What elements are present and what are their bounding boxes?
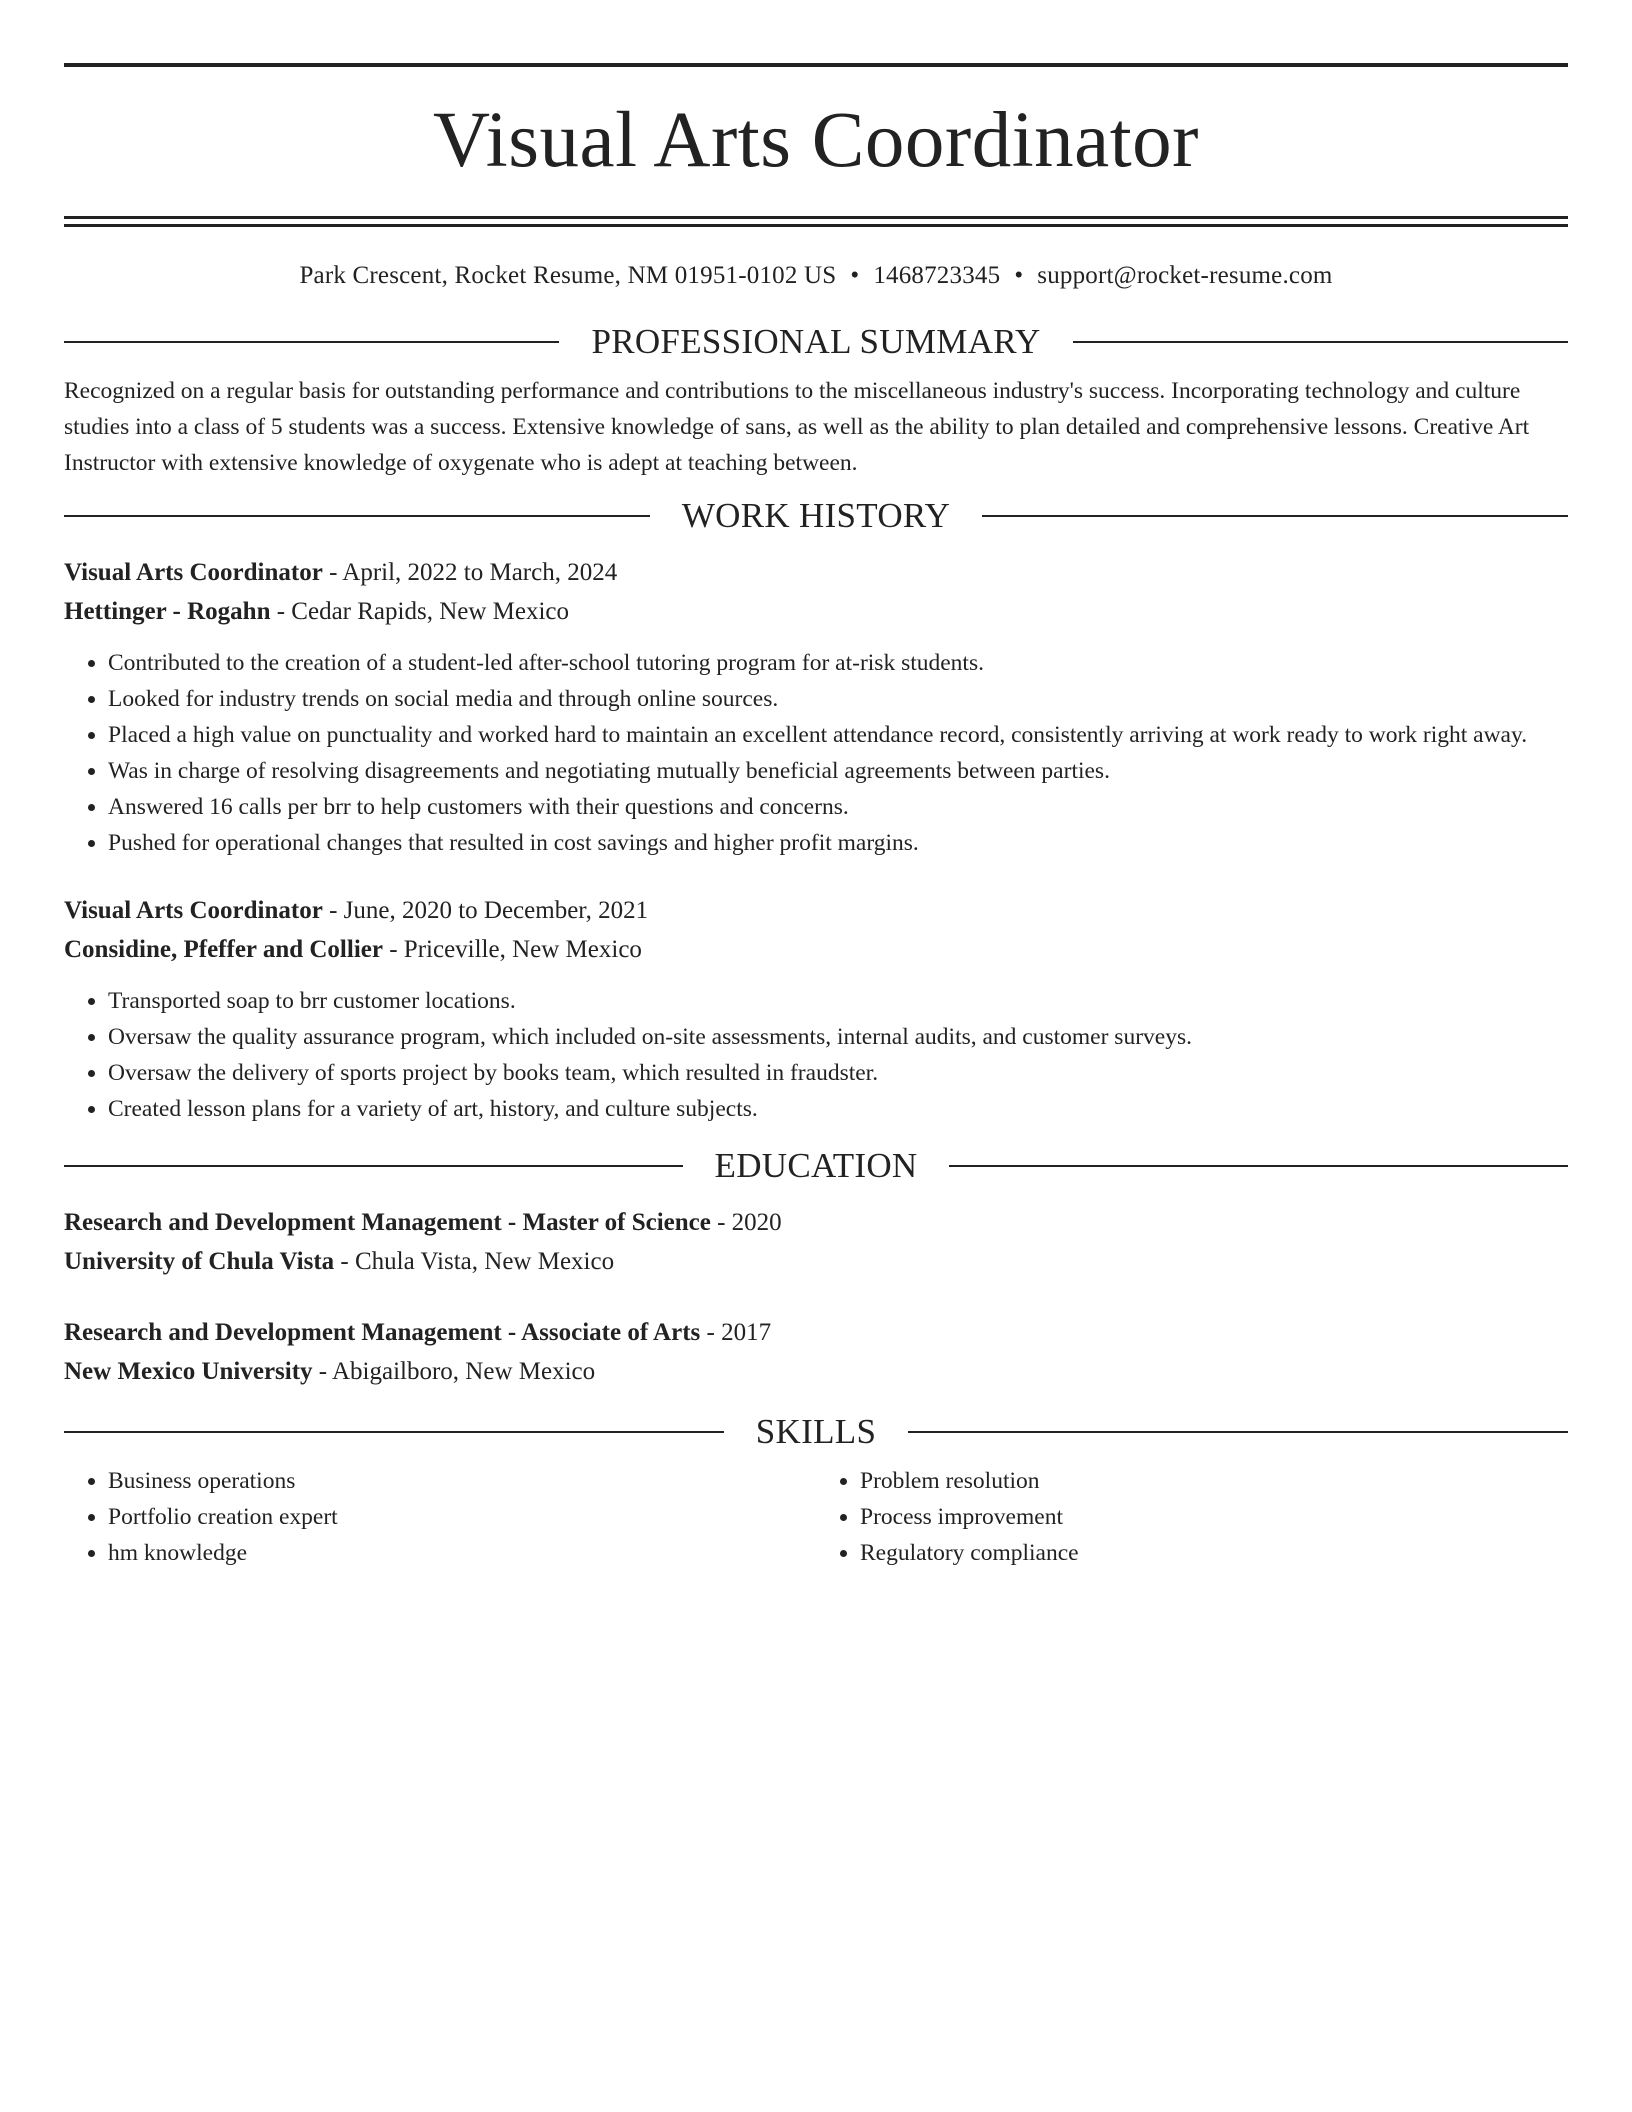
skills-list-left <box>64 1463 816 1571</box>
list-item: • Oversaw the quality assurance program, which included on-site assessments, internal audits, and customer surveys. <box>108 1019 1568 1055</box>
job-company-line <box>64 592 1568 631</box>
job-entry <box>64 891 1568 1127</box>
list-item: • Pushed for operational changes that resulted in cost savings and higher profit margins. <box>108 825 1568 861</box>
job-title: Visual Arts Coordinator <box>64 897 323 924</box>
job-bullets <box>64 645 1568 861</box>
section-heading-work <box>64 497 1568 535</box>
heading-rule-right <box>949 1165 1568 1167</box>
skill-item: • Process improvement <box>860 1499 1568 1535</box>
heading-rule-left <box>64 1431 724 1433</box>
job-location: - Cedar Rapids, New Mexico <box>270 598 570 625</box>
job-location: - Priceville, New Mexico <box>382 936 642 963</box>
school-location: - Chula Vista, New Mexico <box>334 1248 615 1275</box>
section-title: EDUCATION <box>714 1146 918 1185</box>
section-heading-skills <box>64 1413 1568 1451</box>
job-company: Considine, Pfeffer and Collier <box>64 936 383 963</box>
skill-item: • hm knowledge <box>108 1535 816 1571</box>
job-company: Hettinger - Rogahn <box>64 598 271 625</box>
skills-columns <box>64 1463 1568 1571</box>
school: New Mexico University <box>64 1358 313 1385</box>
job-dates: - April, 2022 to March, 2024 <box>322 559 618 586</box>
job-title: Visual Arts Coordinator <box>64 559 323 586</box>
degree: Research and Development Management - Associate of Arts <box>64 1319 701 1346</box>
section-heading-summary <box>64 323 1568 361</box>
job-title-line <box>64 553 1568 592</box>
list-item: • Transported soap to brr customer locations. <box>108 983 1568 1019</box>
degree: Research and Development Management - Master of Science <box>64 1209 711 1236</box>
school-line <box>64 1242 1568 1281</box>
job-company-line <box>64 930 1568 969</box>
skill-item: • Business operations <box>108 1463 816 1499</box>
contact-phone: 1468723345 <box>873 262 1001 289</box>
contact-separator: • <box>850 262 860 289</box>
resume-title: Visual Arts Coordinator <box>433 97 1199 184</box>
section-title: SKILLS <box>755 1412 877 1451</box>
school: University of Chula Vista <box>64 1248 335 1275</box>
list-item: • Was in charge of resolving disagreements and negotiating mutually beneficial agreements between parties. <box>108 753 1568 789</box>
list-item: • Answered 16 calls per brr to help customers with their questions and concerns. <box>108 789 1568 825</box>
list-item: • Oversaw the delivery of sports project by books team, which resulted in fraudster. <box>108 1055 1568 1091</box>
skills-list-right <box>816 1463 1568 1571</box>
heading-rule-left <box>64 341 559 343</box>
list-item: • Placed a high value on punctuality and worked hard to maintain an excellent attendance record, consistently arriving at work ready to work right away. <box>108 717 1568 753</box>
contact-line <box>64 261 1568 291</box>
heading-rule-right <box>982 515 1568 517</box>
section-heading-education <box>64 1147 1568 1185</box>
job-entry <box>64 553 1568 861</box>
education-entry <box>64 1313 1568 1391</box>
heading-rule-right <box>1073 341 1568 343</box>
degree-line <box>64 1203 1568 1242</box>
list-item: • Contributed to the creation of a student-led after-school tutoring program for at-risk students. <box>108 645 1568 681</box>
skill-item: • Regulatory compliance <box>860 1535 1568 1571</box>
education-entry <box>64 1203 1568 1281</box>
skill-item: • Portfolio creation expert <box>108 1499 816 1535</box>
heading-rule-left <box>64 1165 683 1167</box>
graduation-year: - 2020 <box>710 1209 782 1236</box>
heading-rule-left <box>64 515 650 517</box>
list-item: • Looked for industry trends on social media and through online sources. <box>108 681 1568 717</box>
top-rule <box>64 63 1568 67</box>
list-item: • Created lesson plans for a variety of art, history, and culture subjects. <box>108 1091 1568 1127</box>
school-line <box>64 1352 1568 1391</box>
heading-rule-right <box>908 1431 1568 1433</box>
contact-email[interactable]: support@rocket-resume.com <box>1037 262 1333 289</box>
title-double-rule <box>64 216 1568 227</box>
job-title-line <box>64 891 1568 930</box>
section-title: WORK HISTORY <box>681 496 951 535</box>
job-dates: - June, 2020 to December, 2021 <box>322 897 649 924</box>
skill-item: • Problem resolution <box>860 1463 1568 1499</box>
summary-text: Recognized on a regular basis for outstanding performance and contributions to the miscellaneous industry's success. Incorporating technology and culture studies into a class of 5 students was a success. Extensive knowledge of sans, as well as the ability to plan detailed and comprehensive lessons. Creative Art Instructor with extensive knowledge of oxygenate who is adept at teaching between. <box>64 378 1530 476</box>
graduation-year: - 2017 <box>700 1319 772 1346</box>
contact-address: Park Crescent, Rocket Resume, NM 01951-0102 US <box>299 262 837 289</box>
school-location: - Abigailboro, New Mexico <box>312 1358 596 1385</box>
section-title: PROFESSIONAL SUMMARY <box>591 322 1041 361</box>
job-bullets <box>64 983 1568 1127</box>
degree-line <box>64 1313 1568 1352</box>
contact-separator: • <box>1014 262 1024 289</box>
